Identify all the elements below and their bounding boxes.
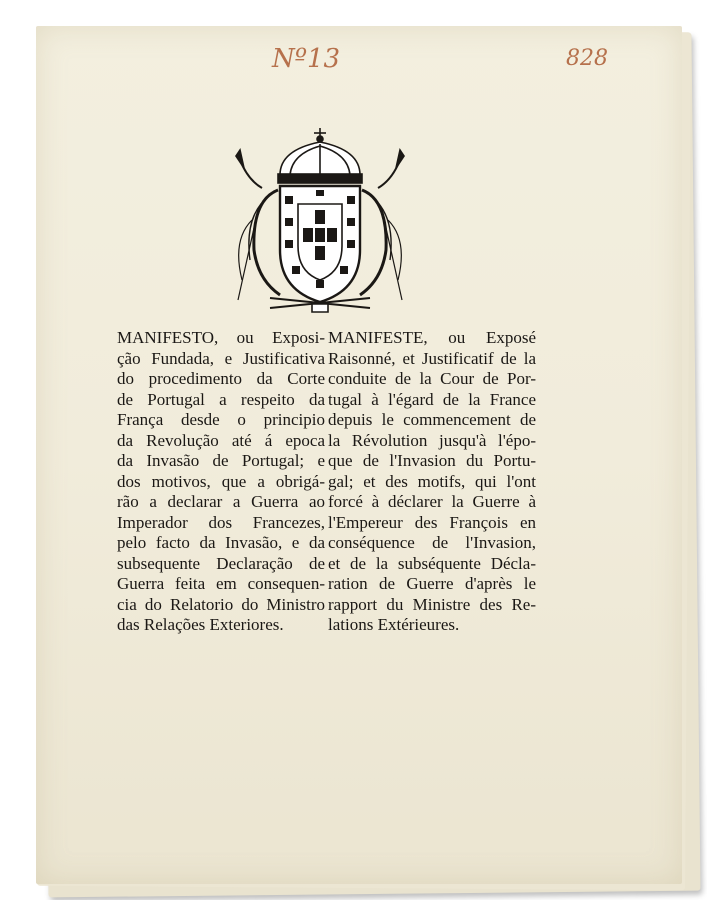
text-line: MANIFESTE, ou Exposé	[328, 328, 536, 347]
text-line: et de la subséquente Décla-	[328, 553, 536, 573]
text-line: depuis le commencement de	[328, 410, 536, 429]
text-line: do procedimento da Corte	[117, 369, 325, 388]
handwritten-page-number: 828	[566, 46, 608, 71]
text-line: pelo facto da Invasão, e da	[117, 533, 325, 552]
text-line: MANIFESTO, ou Exposi-	[117, 328, 325, 347]
portuguese-royal-coat-of-arms-icon	[230, 120, 410, 315]
text-line: conséquence de l'Invasion,	[328, 533, 536, 552]
text-line: subsequente Declaração de	[117, 553, 325, 573]
text-line: Raisonné, et Justificatif de la	[328, 348, 536, 368]
text-line: gal; et des motifs, qui l'ont	[328, 471, 536, 491]
text-line: Imperador dos Francezes,	[117, 512, 325, 532]
text-line: la Révolution jusqu'à l'épo-	[328, 430, 536, 450]
text-line: da Revolução até á epoca	[117, 430, 325, 450]
text-line: forcé à déclarer la Guerre à	[328, 492, 536, 511]
text-line: rapport du Ministre des Re-	[328, 594, 536, 614]
text-line: ration de Guerre d'après le	[328, 574, 536, 593]
text-line: que de l'Invasion du Portu-	[328, 451, 536, 470]
text-line: lations Extérieures.	[328, 615, 460, 634]
text-line: ção Fundada, e Justificativa	[117, 348, 325, 368]
text-line: de Portugal a respeito da	[117, 389, 325, 409]
handwritten-folio-number: Nº13	[272, 44, 341, 74]
portuguese-text-column	[117, 328, 325, 636]
text-line: cia do Relatorio do Ministro	[117, 594, 325, 614]
text-line: França desde o principio	[117, 410, 325, 429]
text-line: tugal à l'égard de la France	[328, 389, 536, 409]
text-line: rão a declarar a Guerra ao	[117, 492, 325, 511]
text-line: conduite de la Cour de Por-	[328, 369, 536, 388]
text-line: das Relações Exteriores.	[117, 615, 284, 634]
text-line: da Invasão de Portugal; e	[117, 451, 325, 470]
text-line: l'Empereur des François en	[328, 512, 536, 532]
french-text-column	[328, 328, 536, 636]
text-line: Guerra feita em consequen-	[117, 574, 325, 593]
text-line: dos motivos, que a obrigá-	[117, 471, 325, 491]
